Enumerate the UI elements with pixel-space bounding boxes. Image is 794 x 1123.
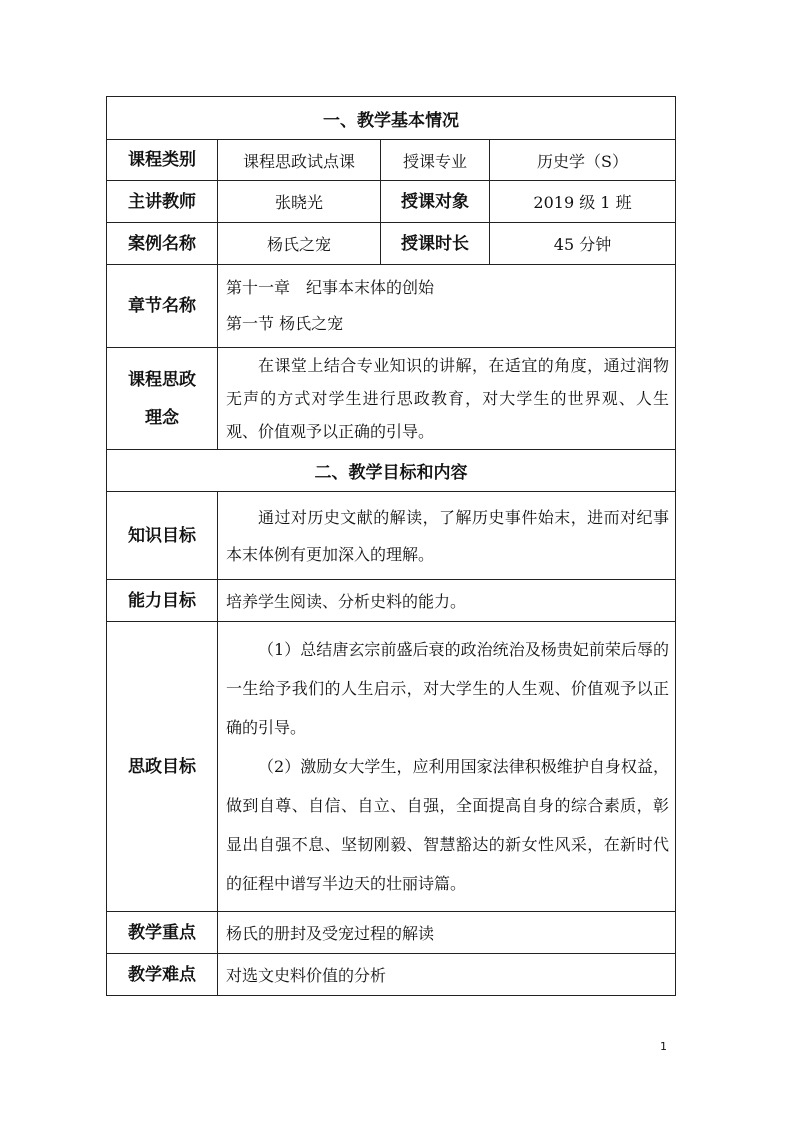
section-goals-title: 二、教学目标和内容 bbox=[107, 450, 676, 492]
course-type-value: 课程思政试点课 bbox=[218, 140, 381, 181]
page-number: 1 bbox=[660, 1040, 667, 1053]
chapter-line-2: 第一节 杨氏之宠 bbox=[226, 314, 344, 333]
ideology-row bbox=[107, 622, 676, 912]
teacher-row bbox=[107, 181, 676, 223]
knowledge-label: 知识目标 bbox=[107, 492, 218, 580]
concept-label bbox=[107, 348, 218, 450]
major-label: 授课专业 bbox=[381, 140, 490, 181]
target-value: 2019 级 1 班 bbox=[490, 181, 676, 223]
ideology-paragraph-1: （1）总结唐玄宗前盛后衰的政治统治及杨贵妃前荣后辱的一生给予我们的人生启示，对大学生的人生观、价值观予以正确的引导。 bbox=[226, 640, 669, 737]
case-value: 杨氏之宠 bbox=[218, 223, 381, 265]
knowledge-text: 通过对历史文献的解读，了解历史事件始末，进而对纪事本末体例有更加深入的理解。 bbox=[218, 492, 676, 580]
knowledge-row bbox=[107, 492, 676, 580]
case-label: 案例名称 bbox=[107, 223, 218, 265]
chapter-value bbox=[218, 265, 676, 348]
concept-label-line-1: 课程思政 bbox=[128, 369, 196, 390]
teaching-design-table bbox=[106, 96, 676, 996]
duration-label: 授课时长 bbox=[381, 223, 490, 265]
key-point-row bbox=[107, 912, 676, 954]
teacher-label: 主讲教师 bbox=[107, 181, 218, 223]
ideology-label: 思政目标 bbox=[107, 622, 218, 912]
ability-text: 培养学生阅读、分析史料的能力。 bbox=[218, 580, 676, 622]
section-basic-title: 一、教学基本情况 bbox=[107, 97, 676, 140]
section-goals-header-row bbox=[107, 450, 676, 492]
ideology-paragraph-2: （2）激励女大学生，应利用国家法律积极维护自身权益，做到自尊、自信、自立、自强，全面提高自身的综合素质，彰显出自强不息、坚韧刚毅、智慧豁达的新女性风采，在新时代的征程中谱写半边天的壮丽诗篇。 bbox=[226, 757, 669, 893]
key-point-label: 教学重点 bbox=[107, 912, 218, 954]
difficulty-row bbox=[107, 954, 676, 996]
concept-label-line-2: 理念 bbox=[145, 407, 179, 428]
case-row bbox=[107, 223, 676, 265]
difficulty-label: 教学难点 bbox=[107, 954, 218, 996]
ability-row bbox=[107, 580, 676, 622]
difficulty-text: 对选文史料价值的分析 bbox=[218, 954, 676, 996]
chapter-label: 章节名称 bbox=[107, 265, 218, 348]
course-type-label: 课程类别 bbox=[107, 140, 218, 181]
major-value: 历史学（S） bbox=[490, 140, 676, 181]
concept-row bbox=[107, 348, 676, 450]
ideology-text bbox=[218, 622, 676, 912]
target-label: 授课对象 bbox=[381, 181, 490, 223]
chapter-row bbox=[107, 265, 676, 348]
chapter-line-1: 第十一章 纪事本末体的创始 bbox=[226, 278, 435, 297]
section-basic-header-row bbox=[107, 97, 676, 140]
course-type-row bbox=[107, 140, 676, 181]
key-point-text: 杨氏的册封及受宠过程的解读 bbox=[218, 912, 676, 954]
duration-value: 45 分钟 bbox=[490, 223, 676, 265]
teacher-value: 张晓光 bbox=[218, 181, 381, 223]
ability-label: 能力目标 bbox=[107, 580, 218, 622]
concept-text: 在课堂上结合专业知识的讲解，在适宜的角度，通过润物无声的方式对学生进行思政教育，对大学生的世界观、人生观、价值观予以正确的引导。 bbox=[218, 348, 676, 450]
